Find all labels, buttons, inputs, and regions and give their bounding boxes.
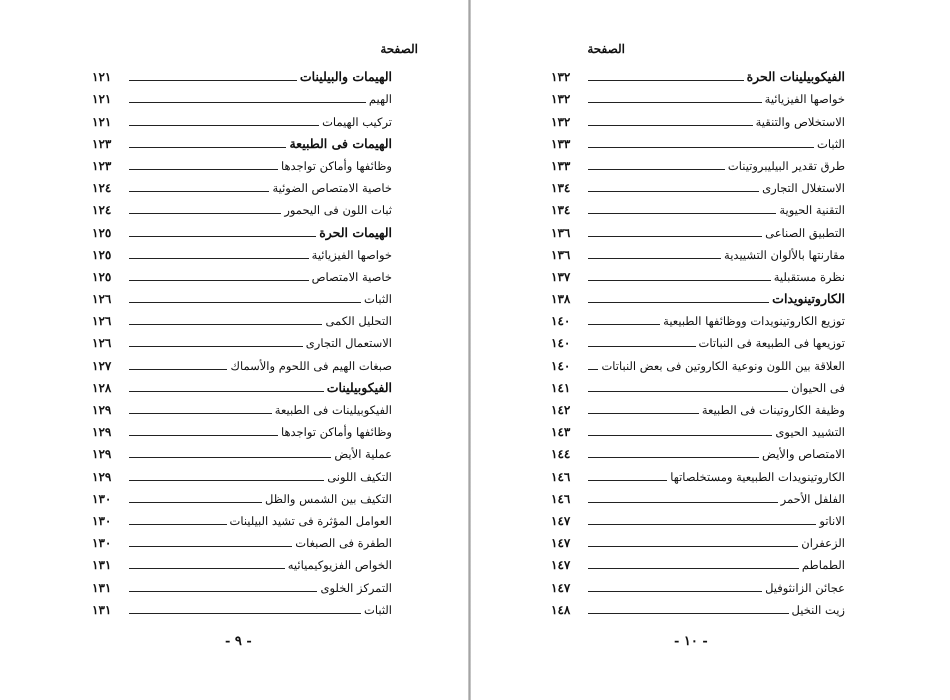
toc-entry-title: الهيم xyxy=(368,92,392,107)
toc-page-number: ١٣٤ xyxy=(551,203,571,218)
toc-leader-line xyxy=(129,80,297,81)
toc-entry xyxy=(92,552,392,574)
toc-entry xyxy=(551,86,845,108)
toc-section-heading xyxy=(92,64,392,86)
toc-page-number: ١٢٥ xyxy=(92,225,112,240)
toc-page-number: ١٢٨ xyxy=(92,380,112,395)
toc-leader-line xyxy=(129,457,331,458)
toc-entry-title: مقارنتها بالألوان التشييدية xyxy=(724,247,845,262)
toc-section-heading xyxy=(551,64,845,86)
toc-leader-line xyxy=(588,591,762,592)
toc-leader-line xyxy=(129,524,227,525)
toc-leader-line xyxy=(129,391,324,392)
toc-page-number: ١٢٩ xyxy=(92,447,112,462)
toc-entry xyxy=(92,330,392,352)
toc-leader-line xyxy=(588,346,696,347)
toc-entry xyxy=(92,264,392,286)
toc-entry-title: التكيف بين الشمس والظل xyxy=(265,491,392,506)
toc-entry xyxy=(551,197,845,219)
toc-entry-title: فى الحيوان xyxy=(791,380,845,395)
toc-entry xyxy=(551,108,845,130)
toc-entry xyxy=(92,574,392,596)
toc-leader-line xyxy=(588,568,799,569)
toc-entry xyxy=(92,441,392,463)
toc-leader-line xyxy=(129,280,309,281)
page-column-header: الصفحة xyxy=(587,42,625,56)
toc-leader-line xyxy=(129,324,322,325)
toc-page-number: ١٤٠ xyxy=(551,314,571,329)
toc-entry-title: الفيكوبيلينات xyxy=(326,379,392,395)
toc-entry-title: الطماطم xyxy=(801,558,845,573)
toc-leader-line xyxy=(588,502,778,503)
toc-entry-title: الكاروتينويدات الطبيعية ومستخلصاتها xyxy=(670,469,845,484)
toc-entry xyxy=(92,397,392,419)
toc-page-number: ١٣١ xyxy=(92,602,112,617)
toc-page-number: ١٢٤ xyxy=(92,181,112,196)
toc-page-number: ١٢١ xyxy=(92,114,112,129)
toc-entry xyxy=(551,264,845,286)
toc-list xyxy=(92,64,392,619)
toc-entry-title: التشييد الحيوى xyxy=(775,425,845,440)
toc-leader-line xyxy=(129,213,281,214)
toc-leader-line xyxy=(588,236,762,237)
right-page xyxy=(471,0,950,700)
left-page xyxy=(0,0,468,700)
toc-page-number: ١٤٧ xyxy=(551,513,571,528)
toc-entry xyxy=(92,153,392,175)
toc-entry xyxy=(551,131,845,153)
toc-leader-line xyxy=(129,413,272,414)
toc-page-number: ١٢٩ xyxy=(92,425,112,440)
toc-entry-title: توزيعها فى الطبيعة فى النباتات xyxy=(698,336,845,351)
toc-leader-line xyxy=(129,613,361,614)
toc-entry-title: العوامل المؤثرة فى تشيد البيلينات xyxy=(229,513,392,528)
toc-entry xyxy=(92,486,392,508)
toc-entry xyxy=(551,397,845,419)
toc-entry xyxy=(551,419,845,441)
toc-entry-title: الثبات xyxy=(364,292,392,307)
toc-page-number: ١٤١ xyxy=(551,380,571,395)
toc-entry-title: الامتصاص والأيض xyxy=(761,447,845,462)
toc-entry xyxy=(92,86,392,108)
toc-entry-title: التطبيق الصناعى xyxy=(765,225,845,240)
toc-entry-title: الهيمات الحرة xyxy=(319,224,392,240)
toc-page-number: ١٣٣ xyxy=(551,136,571,151)
toc-entry-title: الاستعمال التجارى xyxy=(305,336,392,351)
toc-entry-title: الفيكوبيلينات الحرة xyxy=(746,69,845,85)
toc-page-number: ١٤٨ xyxy=(551,602,571,617)
toc-page-number: ١٤٤ xyxy=(551,447,571,462)
toc-entry-title: التحليل الكمى xyxy=(325,314,392,329)
toc-entry-title: العلاقة بين اللون ونوعية الكاروتين فى بعض النباتات xyxy=(601,358,845,373)
toc-entry-title: الخواص الفزيوكيميائيه xyxy=(287,558,392,573)
toc-leader-line xyxy=(588,369,598,370)
toc-entry xyxy=(92,242,392,264)
toc-leader-line xyxy=(129,147,286,148)
toc-entry xyxy=(551,441,845,463)
toc-page-number: ١٣٤ xyxy=(551,181,571,196)
toc-entry-title: تركيب الهيمات xyxy=(322,114,392,129)
toc-entry-title: عجائن الزانثوفيل xyxy=(765,580,845,595)
toc-leader-line xyxy=(129,591,317,592)
toc-entry-title: الثبات xyxy=(817,136,845,151)
toc-page-number: ١٢١ xyxy=(92,92,112,107)
toc-page-number: ١٤٠ xyxy=(551,358,571,373)
toc-entry-title: التكيف اللونى xyxy=(327,469,392,484)
toc-entry-title: خاصية الامتصاص الضوئية xyxy=(272,181,392,196)
toc-entry-title: الهيمات والبيلينات xyxy=(299,69,392,85)
toc-leader-line xyxy=(588,480,667,481)
toc-entry-title: عملية الأيض xyxy=(334,447,392,462)
toc-entry-title: نظرة مستقبلية xyxy=(773,269,845,284)
toc-leader-line xyxy=(129,435,278,436)
toc-entry xyxy=(551,486,845,508)
toc-leader-line xyxy=(129,102,366,103)
toc-entry-title: زيت النخيل xyxy=(791,602,845,617)
toc-leader-line xyxy=(588,524,816,525)
toc-entry xyxy=(92,308,392,330)
toc-entry xyxy=(551,242,845,264)
toc-entry-title: الطفرة فى الصبغات xyxy=(295,536,392,551)
toc-page-number: ١٣٦ xyxy=(551,225,571,240)
toc-page-number: ١٤٦ xyxy=(551,469,571,484)
toc-page-number: ١٢٥ xyxy=(92,247,112,262)
toc-entry-title: وظيفة الكاروتينات فى الطبيعة xyxy=(701,403,845,417)
toc-entry xyxy=(92,197,392,219)
toc-leader-line xyxy=(129,502,262,503)
toc-leader-line xyxy=(588,125,753,126)
toc-page-number: ١٤٢ xyxy=(551,403,571,417)
toc-page-number: ١٢٩ xyxy=(92,403,112,417)
toc-page-number: ١٣٠ xyxy=(92,536,112,551)
page-number: - ١٠ - xyxy=(674,634,708,649)
toc-entry-title: الثبات xyxy=(364,602,392,617)
toc-page-number: ١٢٦ xyxy=(92,292,112,307)
toc-entry-title: وظائفها وأماكن تواجدها xyxy=(280,158,392,173)
toc-page-number: ١٤٠ xyxy=(551,336,571,351)
toc-page-number: ١٤٣ xyxy=(551,425,571,440)
toc-leader-line xyxy=(588,435,772,436)
toc-section-heading xyxy=(92,131,392,153)
toc-entry xyxy=(92,419,392,441)
toc-leader-line xyxy=(588,80,744,81)
toc-entry xyxy=(551,330,845,352)
toc-leader-line xyxy=(588,324,660,325)
toc-leader-line xyxy=(588,147,814,148)
toc-leader-line xyxy=(129,191,269,192)
toc-entry-title: الاناتو xyxy=(819,513,845,528)
toc-leader-line xyxy=(129,125,319,126)
toc-page-number: ١٣٢ xyxy=(551,114,571,129)
page-number: - ٩ - xyxy=(225,634,252,649)
toc-entry xyxy=(551,175,845,197)
toc-entry-title: الهيمات فى الطبيعة xyxy=(289,135,392,151)
toc-entry-title: خواصها الفيزيائية xyxy=(764,92,845,107)
toc-leader-line xyxy=(129,369,227,370)
toc-leader-line xyxy=(129,169,278,170)
toc-entry xyxy=(551,352,845,374)
toc-leader-line xyxy=(588,213,776,214)
toc-list xyxy=(551,64,845,619)
toc-page-number: ١٣٣ xyxy=(551,158,571,173)
toc-entry-title: خواصها الفيزيائية xyxy=(311,247,392,262)
toc-leader-line xyxy=(129,568,285,569)
toc-leader-line xyxy=(129,302,361,303)
toc-page-number: ١٣١ xyxy=(92,580,112,595)
toc-page-number: ١٢٥ xyxy=(92,269,112,284)
toc-entry xyxy=(92,463,392,485)
toc-entry-title: طرق تقدير البيليبروتينات xyxy=(727,158,845,173)
toc-entry xyxy=(551,375,845,397)
toc-entry xyxy=(551,508,845,530)
toc-entry-title: التمركز الخلوى xyxy=(320,580,392,595)
toc-page-number: ١٢٩ xyxy=(92,469,112,484)
toc-entry xyxy=(551,153,845,175)
toc-entry-title: توزيع الكاروتينويدات ووظائفها الطبيعية xyxy=(663,314,845,329)
toc-page-number: ١٤٧ xyxy=(551,536,571,551)
toc-leader-line xyxy=(588,546,798,547)
toc-entry xyxy=(92,175,392,197)
toc-entry xyxy=(92,286,392,308)
toc-entry xyxy=(92,108,392,130)
toc-section-heading xyxy=(92,219,392,241)
toc-leader-line xyxy=(588,280,771,281)
toc-page-number: ١٣٦ xyxy=(551,247,571,262)
toc-leader-line xyxy=(588,613,789,614)
toc-page-number: ١٣٢ xyxy=(551,92,571,107)
toc-page-number: ١٤٧ xyxy=(551,580,571,595)
toc-entry xyxy=(551,530,845,552)
toc-leader-line xyxy=(588,391,788,392)
toc-entry-title: الكاروتينويدات xyxy=(772,291,845,307)
toc-leader-line xyxy=(588,258,721,259)
toc-entry xyxy=(92,508,392,530)
toc-leader-line xyxy=(129,346,303,347)
toc-page-number: ١٢١ xyxy=(92,70,112,85)
toc-section-heading xyxy=(92,375,392,397)
toc-page-number: ١٢٤ xyxy=(92,203,112,218)
toc-page-number: ١٣٢ xyxy=(551,70,571,85)
toc-leader-line xyxy=(588,191,759,192)
toc-entry xyxy=(92,530,392,552)
toc-page-number: ١٢٦ xyxy=(92,314,112,329)
toc-page-number: ١٣٠ xyxy=(92,491,112,506)
toc-page-number: ١٣٨ xyxy=(551,292,571,307)
toc-leader-line xyxy=(588,102,762,103)
toc-leader-line xyxy=(129,480,324,481)
toc-leader-line xyxy=(588,457,759,458)
toc-entry-title: صبغات الهيم فى اللحوم والأسماك xyxy=(230,358,392,373)
toc-leader-line xyxy=(588,169,725,170)
toc-entry-title: الزعفران xyxy=(801,536,845,551)
toc-section-heading xyxy=(551,286,845,308)
toc-entry-title: وظائفها وأماكن تواجدها xyxy=(280,425,392,440)
toc-leader-line xyxy=(129,236,316,237)
toc-entry xyxy=(551,463,845,485)
toc-page-number: ١٤٧ xyxy=(551,558,571,573)
toc-entry-title: خاصية الامتصاص xyxy=(311,269,392,284)
toc-entry-title: الفيكوبيلينات فى الطبيعة xyxy=(274,403,392,417)
toc-leader-line xyxy=(588,413,699,414)
toc-entry xyxy=(551,574,845,596)
toc-page-number: ١٢٦ xyxy=(92,336,112,351)
toc-leader-line xyxy=(129,258,309,259)
toc-entry-title: ثبات اللون فى اليحمور xyxy=(284,203,392,218)
toc-page-number: ١٢٣ xyxy=(92,158,112,173)
toc-leader-line xyxy=(588,302,769,303)
toc-page-number: ١٣٠ xyxy=(92,513,112,528)
toc-page-number: ١٣٧ xyxy=(551,269,571,284)
toc-entry-title: التقنية الحيوية xyxy=(779,203,845,218)
toc-entry xyxy=(92,352,392,374)
toc-entry-title: الاستغلال التجارى xyxy=(762,181,845,196)
toc-entry-title: الفلفل الأحمر xyxy=(780,491,845,506)
toc-page-number: ١٢٣ xyxy=(92,136,112,151)
toc-entry xyxy=(551,597,845,619)
toc-leader-line xyxy=(129,546,292,547)
toc-page-number: ١٣١ xyxy=(92,558,112,573)
toc-page-number: ١٢٧ xyxy=(92,358,112,373)
toc-entry-title: الاستخلاص والتنقية xyxy=(755,114,845,129)
toc-entry xyxy=(551,219,845,241)
toc-page-number: ١٤٦ xyxy=(551,491,571,506)
toc-entry xyxy=(92,597,392,619)
page-column-header: الصفحة xyxy=(380,42,418,56)
toc-entry xyxy=(551,552,845,574)
toc-entry xyxy=(551,308,845,330)
